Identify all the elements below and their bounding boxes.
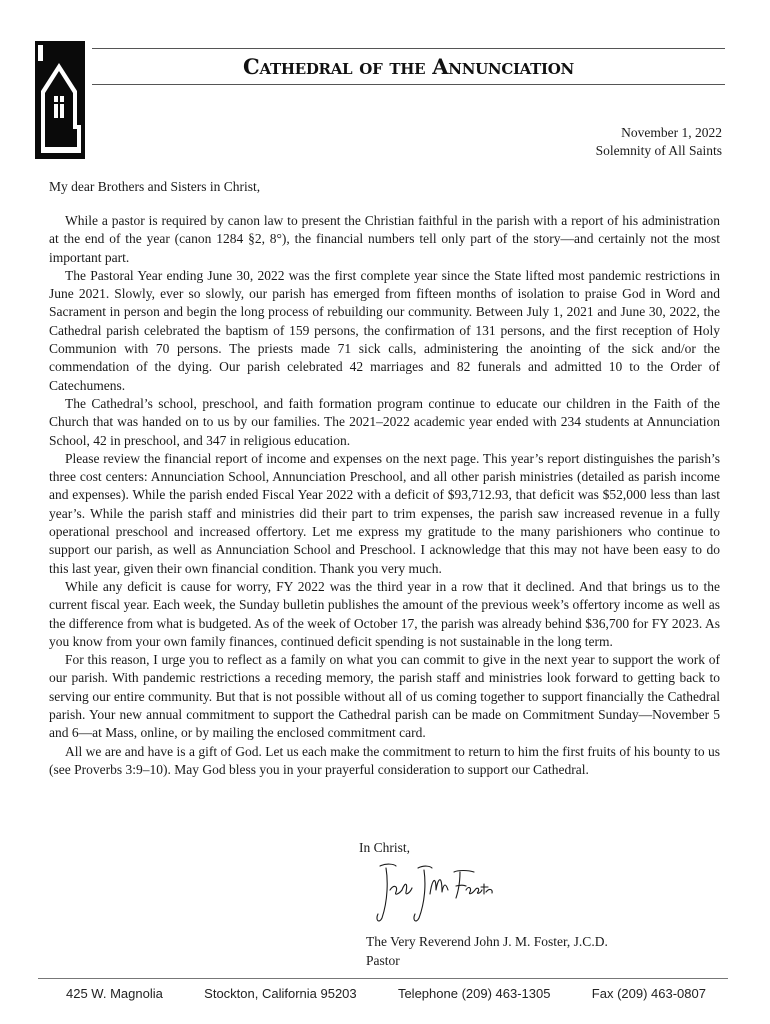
footer bbox=[66, 986, 706, 1001]
header-rule-bottom bbox=[92, 84, 725, 85]
paragraph: While any deficit is cause for worry, FY 2022 was the third year in a row that it declined. And that brings us to the current fiscal year. Each week, the Sunday bulletin publishes the amount of the previous week’s offertory income as well as the difference from what is budgeted. As of the week of October 17, the parish was already behind $36,700 for FY 2023. As you know from your own family finances, continued deficit spending is not sustainable in the long term. bbox=[49, 578, 720, 649]
letter-body bbox=[49, 212, 720, 779]
signer-block bbox=[366, 932, 608, 970]
letter-date: November 1, 2022 bbox=[621, 125, 722, 140]
paragraph: The Pastoral Year ending June 30, 2022 was the first complete year since the State lifted most pandemic restrictions in June 2021. Slowly, ever so slowly, our parish has emerged from fifteen months of isolation to praise God in Word and Sacrament in person and begin the long process of rebuilding our community. Between July 1, 2021 and June 30, 2022, the Cathedral parish celebrated the baptism of 159 persons, the confirmation of 131 persons, and the first reception of Holy Communion with 70 persons. The priests made 71 sick calls, administering the anointing of the sick and/or the commendation of the dying. Our parish celebrated 42 marriages and 82 funerals and admitted 10 to the Order of Catechumens. bbox=[49, 267, 720, 393]
footer-address: 425 W. Magnolia bbox=[66, 986, 163, 1001]
cathedral-logo-icon bbox=[35, 41, 85, 159]
paragraph: All we are and have is a gift of God. Let us each make the commitment to return to him the first fruits of his bounty to us (see Proverbs 3:9–10). May God bless you in your prayerful consideration to support our Cathedral. bbox=[49, 743, 720, 777]
handwritten-signature bbox=[372, 860, 497, 928]
salutation: My dear Brothers and Sisters in Christ, bbox=[49, 179, 261, 194]
footer-fax: Fax (209) 463-0807 bbox=[591, 986, 706, 1001]
paragraph: While a pastor is required by canon law to present the Christian faithful in the parish with a report of his administration at the end of the year (canon 1284 §2, 8°), the financial numbers tell only part of the story—and certainly not the most important part. bbox=[49, 213, 720, 265]
footer-city: Stockton, California 95203 bbox=[204, 986, 357, 1001]
header-rule-top bbox=[92, 48, 725, 49]
closing: In Christ, bbox=[359, 840, 411, 855]
footer-telephone: Telephone (209) 463-1305 bbox=[397, 986, 551, 1001]
footer-rule bbox=[38, 978, 728, 979]
paragraph: The Cathedral’s school, preschool, and faith formation program continue to educate our children in the Faith of the Church that was handed on to us by our families. The 2021–2022 academic year ended with 234 students at Annunciation School, 42 in preschool, and 347 in religious education. bbox=[49, 395, 720, 448]
signer-title: Pastor bbox=[366, 953, 400, 968]
paragraph: Please review the financial report of income and expenses on the next page. This year’s report distinguishes the parish’s three cost centers: Annunciation School, Annunciation Preschool, and all other parish ministries (detailed as parish income and expenses). While the parish ended Fiscal Year 2022 with a deficit of $93,712.93, that deficit was $52,000 less than last year’s. While the parish staff and ministries did their part to trim expenses, the parish saw increased revenue in a fully operational preschool and increased offertory. Let me express my gratitude to the many parishioners who continue to support our parish, as well as Annunciation School and Preschool. I acknowledge that this may not have been easy to do this last year, given their own financial condition. Thank you very much. bbox=[49, 450, 720, 576]
paragraph: For this reason, I urge you to reflect as a family on what you can commit to give in the next year to support the work of our parish. With pandemic restrictions a receding memory, the parish staff and ministries look forward to getting back to serving our entire community. But that is not possible without all of us coming together to support financially the Cathedral parish. Your new annual commitment to support the Cathedral parish can be made on Commitment Sunday—November 5 and 6—at Mass, online, or by mailing the enclosed commitment card. bbox=[49, 652, 720, 741]
signer-name: The Very Reverend John J. M. Foster, J.C.D. bbox=[366, 934, 608, 949]
page-title: Cathedral of the Annunciation bbox=[243, 54, 574, 79]
date-block bbox=[596, 124, 722, 160]
letter-occasion: Solemnity of All Saints bbox=[595, 143, 722, 158]
